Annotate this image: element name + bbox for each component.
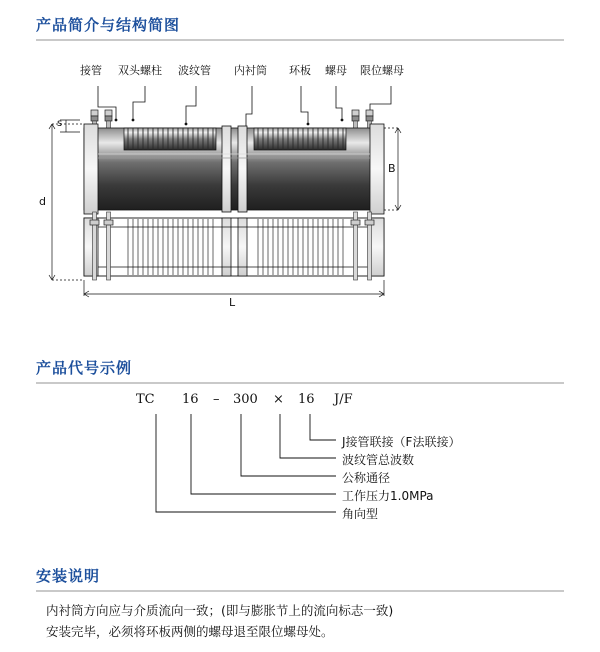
- section-title-install: 安装说明: [36, 567, 101, 585]
- product-code-diagram: [36, 392, 564, 557]
- callout-label-huanban: 环板: [289, 64, 311, 77]
- dimension-label-L: L: [229, 296, 236, 309]
- dimension-label-B: B: [388, 162, 396, 175]
- code-token-jf: J/F: [334, 392, 353, 407]
- dimension-label-s: s: [57, 118, 63, 129]
- code-desc-pressure: 工作压力1.0MPa: [342, 489, 434, 503]
- install-notes: [46, 600, 566, 642]
- code-desc-type: 角向型: [342, 507, 379, 521]
- section-title-product-code: 产品代号示例: [36, 359, 133, 377]
- callout-label-luomu: 螺母: [325, 64, 347, 77]
- code-token-300: 300: [233, 392, 258, 407]
- code-token-16b: 16: [298, 392, 315, 407]
- divider-2: [36, 382, 564, 384]
- code-token-dash: –: [213, 392, 220, 407]
- callout-label-shuangtou: 双头螺柱: [118, 64, 162, 77]
- callout-label-jieguan: 接管: [80, 64, 102, 77]
- code-token-16a: 16: [182, 392, 199, 407]
- callout-label-xianweiluomu: 限位螺母: [360, 64, 404, 77]
- section-title-product-intro: 产品简介与结构简图: [36, 16, 181, 34]
- code-token-times: ×: [273, 392, 284, 407]
- code-desc-connection: J接管联接（F法联接）: [342, 435, 461, 449]
- dimension-label-d: d: [39, 195, 46, 208]
- callout-label-bowenguan: 波纹管: [178, 64, 211, 77]
- code-desc-wave-count: 波纹管总波数: [342, 453, 415, 467]
- divider-3: [36, 590, 564, 592]
- callout-label-neichentong: 内衬筒: [234, 64, 267, 77]
- install-note-line-2: 安装完毕，必须将环板两侧的螺母退至限位螺母处。: [46, 624, 334, 639]
- install-note-line-1: 内衬筒方向应与介质流向一致；(即与膨胀节上的流向标志一致): [46, 603, 394, 618]
- divider-1: [36, 39, 564, 41]
- code-desc-nominal-dia: 公称通径: [342, 471, 391, 485]
- code-token-tc: TC: [136, 392, 155, 407]
- structure-diagram: [36, 62, 564, 309]
